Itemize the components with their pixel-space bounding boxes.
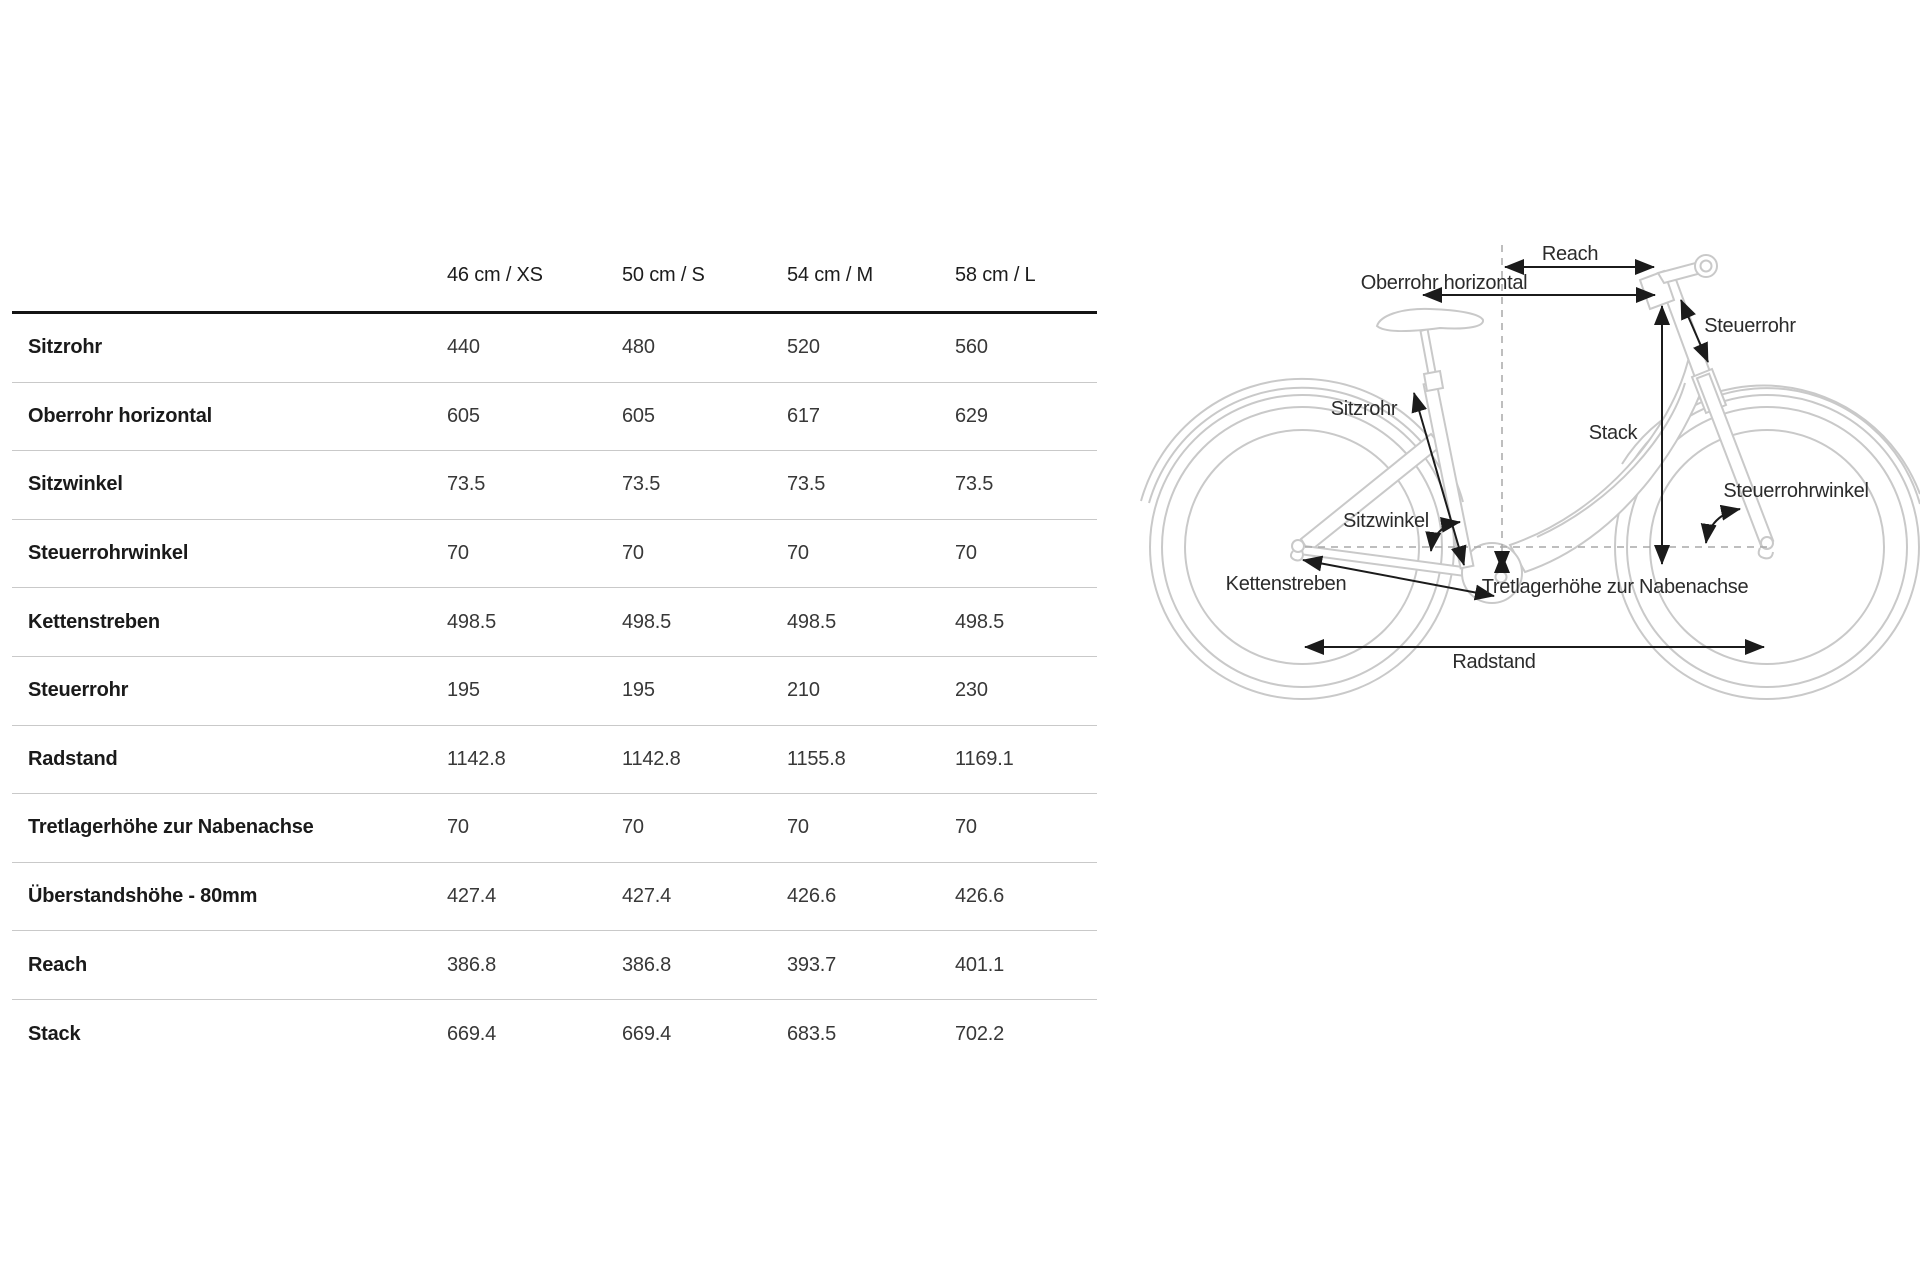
sitzwinkel-label: Sitzwinkel xyxy=(1343,510,1429,532)
reach-label: Reach xyxy=(1541,243,1599,265)
table-row xyxy=(12,588,1097,657)
row-value: 560 xyxy=(955,336,988,359)
row-value: 70 xyxy=(787,542,809,565)
row-value: 73.5 xyxy=(787,473,826,496)
row-value: 617 xyxy=(787,404,820,427)
table-row xyxy=(12,314,1097,383)
row-value: 73.5 xyxy=(622,473,661,496)
row-value: 426.6 xyxy=(787,885,837,908)
row-value: 669.4 xyxy=(622,1022,672,1045)
geometry-table xyxy=(12,240,1097,1069)
row-value: 440 xyxy=(447,336,480,359)
row-value: 1155.8 xyxy=(787,747,846,770)
row-value: 70 xyxy=(622,542,644,565)
row-value: 427.4 xyxy=(447,885,497,908)
row-value: 70 xyxy=(955,816,977,839)
row-label: Sitzrohr xyxy=(28,336,102,359)
row-value: 1169.1 xyxy=(955,747,1014,770)
tretlagerhoehe-label: Tretlagerhöhe zur Nabenachse xyxy=(1481,576,1749,598)
row-value: 427.4 xyxy=(622,885,672,908)
row-value: 426.6 xyxy=(955,885,1005,908)
row-value: 1142.8 xyxy=(447,747,506,770)
row-value: 605 xyxy=(622,404,655,427)
radstand-label: Radstand xyxy=(1452,651,1536,673)
table-row xyxy=(12,657,1097,726)
table-row xyxy=(12,520,1097,589)
table-header-row xyxy=(12,240,1097,311)
row-label: Steuerrohrwinkel xyxy=(28,542,189,565)
table-body xyxy=(12,314,1097,1069)
row-value: 70 xyxy=(955,542,977,565)
row-label: Kettenstreben xyxy=(28,610,160,633)
row-value: 386.8 xyxy=(622,953,672,976)
row-value: 683.5 xyxy=(787,1022,837,1045)
row-value: 498.5 xyxy=(622,610,672,633)
row-value: 195 xyxy=(622,679,655,702)
row-label: Sitzwinkel xyxy=(28,473,123,496)
row-value: 386.8 xyxy=(447,953,497,976)
row-value: 702.2 xyxy=(955,1022,1005,1045)
table-row xyxy=(12,794,1097,863)
table-row xyxy=(12,1000,1097,1069)
row-label: Tretlagerhöhe zur Nabenachse xyxy=(28,816,314,839)
row-value: 230 xyxy=(955,679,988,702)
row-value: 1142.8 xyxy=(622,747,681,770)
table-row xyxy=(12,726,1097,795)
row-value: 669.4 xyxy=(447,1022,497,1045)
row-label: Oberrohr horizontal xyxy=(28,404,212,427)
row-label: Stack xyxy=(28,1022,81,1045)
bike-frame xyxy=(1291,255,1773,603)
row-value: 629 xyxy=(955,404,988,427)
table-row xyxy=(12,931,1097,1000)
steuerrohr-label: Steuerrohr xyxy=(1704,315,1796,337)
table-row xyxy=(12,451,1097,520)
row-value: 393.7 xyxy=(787,953,837,976)
row-label: Steuerrohr xyxy=(28,679,129,702)
row-label: Reach xyxy=(28,953,88,976)
row-value: 70 xyxy=(447,542,469,565)
row-value: 498.5 xyxy=(787,610,837,633)
oberrohr-label: Oberrohr horizontal xyxy=(1360,272,1528,294)
row-value: 401.1 xyxy=(955,953,1005,976)
row-label: Radstand xyxy=(28,747,118,770)
table-row xyxy=(12,863,1097,932)
row-value: 73.5 xyxy=(447,473,486,496)
row-value: 70 xyxy=(447,816,469,839)
steuerrohrwinkel-label: Steuerrohrwinkel xyxy=(1723,480,1869,502)
table-row xyxy=(12,383,1097,452)
kettenstreben-label: Kettenstreben xyxy=(1225,573,1347,595)
row-value: 480 xyxy=(622,336,655,359)
row-value: 498.5 xyxy=(447,610,497,633)
row-value: 73.5 xyxy=(955,473,994,496)
row-value: 70 xyxy=(787,816,809,839)
row-value: 498.5 xyxy=(955,610,1005,633)
size-header-3: 58 cm / L xyxy=(955,264,1036,286)
row-value: 210 xyxy=(787,679,820,702)
row-value: 605 xyxy=(447,404,480,427)
steuerrohrwinkel-arc xyxy=(1706,509,1740,543)
row-label: Überstandshöhe - 80mm xyxy=(28,885,258,908)
geometry-diagram xyxy=(1140,240,1920,710)
row-value: 70 xyxy=(622,816,644,839)
row-value: 195 xyxy=(447,679,480,702)
size-header-2: 54 cm / M xyxy=(787,264,873,286)
size-header-0: 46 cm / XS xyxy=(447,264,543,286)
size-header-1: 50 cm / S xyxy=(622,264,705,286)
row-value: 520 xyxy=(787,336,820,359)
sitzrohr-label: Sitzrohr xyxy=(1330,398,1398,420)
stack-label: Stack xyxy=(1588,422,1638,444)
